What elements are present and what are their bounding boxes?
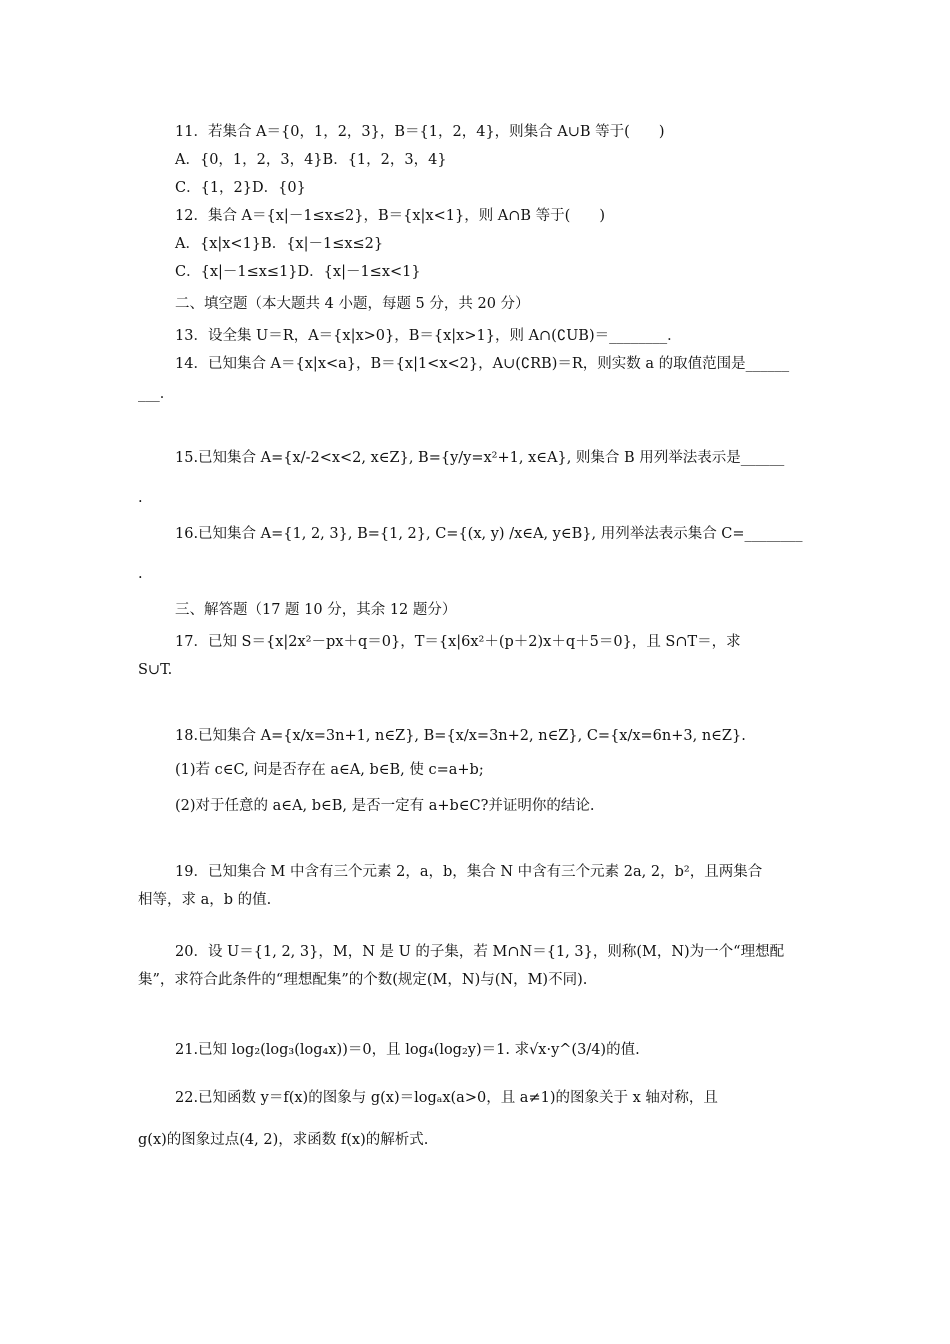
q15-line2: .: [138, 490, 143, 506]
q19-line2: 相等，求 a，b 的值.: [138, 892, 272, 908]
q16-line1: 16.已知集合 A={1, 2, 3}, B={1, 2}, C={(x, y) /x∈A, y∈B}, 用列举法表示集合 C=________: [175, 526, 803, 542]
q11-options-cd: C．{1，2}D．{0}: [175, 180, 306, 196]
q19-line1: 19．已知集合 M 中含有三个元素 2，a，b，集合 N 中含有三个元素 2a, 2，b²，且两集合: [175, 864, 763, 880]
q18-part1: (1)若 c∈C, 问是否存在 a∈A, b∈B, 使 c=a+b;: [175, 762, 484, 778]
q21: 21.已知 log₂(log₃(log₄x))＝0，且 log₄(log₂y)＝1. 求√x·y^(3/4)的值.: [175, 1042, 640, 1058]
section-answer-heading: 三、解答题（17 题 10 分，其余 12 题分）: [175, 602, 457, 618]
q11-options-ab: A．{0，1，2，3，4}B．{1，2，3，4}: [175, 152, 447, 168]
q18-stem: 18.已知集合 A={x/x=3n+1, n∈Z}, B={x/x=3n+2, n∈Z}, C={x/x=6n+3, n∈Z}.: [175, 728, 746, 744]
q18-part2: (2)对于任意的 a∈A, b∈B, 是否一定有 a+b∈C?并证明你的结论.: [175, 798, 595, 814]
q12-options-ab: A．{x|x<1}B．{x|－1≤x≤2}: [175, 236, 384, 252]
q12-options-cd: C．{x|－1≤x≤1}D．{x|－1≤x<1}: [175, 264, 421, 280]
q11-stem: 11．若集合 A＝{0，1，2，3}，B＝{1，2，4}，则集合 A∪B 等于( ): [175, 124, 665, 140]
q16-line2: .: [138, 566, 143, 582]
section-fill-in-heading: 二、填空题（本大题共 4 小题，每题 5 分，共 20 分）: [175, 296, 530, 312]
q17-line1: 17．已知 S＝{x|2x²－px＋q＝0}，T＝{x|6x²＋(p＋2)x＋q＋5＝0}，且 S∩T＝，求: [175, 634, 741, 650]
q20-line2: 集”，求符合此条件的“理想配集”的个数(规定(M，N)与(N，M)不同).: [138, 972, 588, 988]
q17-line2: S∪T.: [138, 662, 173, 678]
q13: 13．设全集 U＝R，A＝{x|x>0}，B＝{x|x>1}，则 A∩(∁UB)＝________．: [175, 328, 682, 344]
q15-line1: 15.已知集合 A={x/-2<x<2, x∈Z}, B={y/y=x²+1, x∈A}, 则集合 B 用列举法表示是______: [175, 450, 785, 466]
q20-line1: 20．设 U＝{1, 2, 3}，M，N 是 U 的子集，若 M∩N＝{1, 3}，则称(M，N)为一个“理想配: [175, 944, 785, 960]
q12-stem: 12．集合 A＝{x|－1≤x≤2}，B＝{x|x<1}，则 A∩B 等于( ): [175, 208, 606, 224]
q22-line1: 22.已知函数 y＝f(x)的图象与 g(x)＝logₐx(a>0，且 a≠1)的图象关于 x 轴对称，且: [175, 1090, 718, 1106]
q14-line2: ___．: [138, 386, 175, 402]
q22-line2: g(x)的图象过点(4, 2)，求函数 f(x)的解析式.: [138, 1132, 429, 1148]
q14-line1: 14．已知集合 A＝{x|x<a}，B＝{x|1<x<2}，A∪(∁RB)＝R，则实数 a 的取值范围是______: [175, 356, 790, 372]
